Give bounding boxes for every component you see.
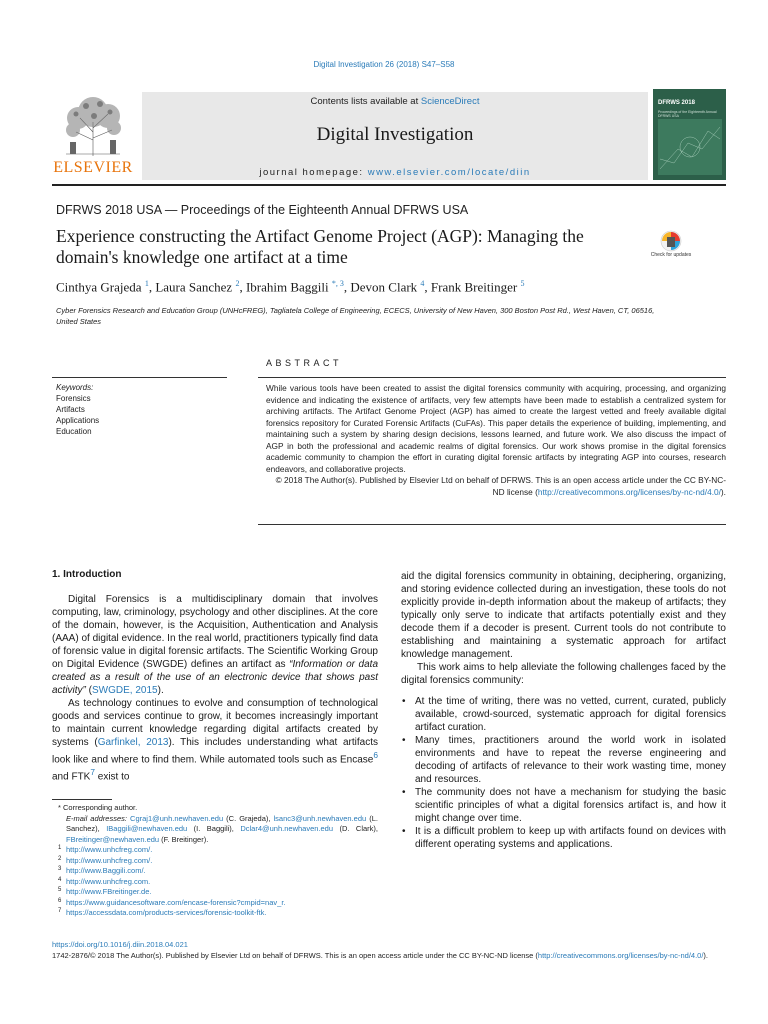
contents-prefix: Contents lists available at (310, 96, 421, 107)
footnote-number: 3 (58, 866, 62, 872)
keywords-block (56, 382, 226, 437)
footnote-item (52, 887, 378, 898)
author-name: Devon Clark (350, 279, 418, 295)
paragraph-text: Digital Forensics is a multidisciplinary domain that involves computing, law, criminology, psychology and other disciplines. At the core of the domain, however, is the Acquisition, Authentication and Analysis (AAA) of digital evidence. In the real world, practitioners typically find data of forensic value in digital forensic artifacts. The Scientific Working Group on Digital Evidence (SWGDE) defines an artifact as (52, 594, 378, 670)
footnote-number: 4 (58, 876, 62, 883)
keywords-rule (52, 377, 227, 378)
cover-artwork (658, 119, 722, 175)
journal-cover-image[interactable] (653, 89, 726, 180)
email-link[interactable]: IBaggili@newhaven.edu (106, 824, 188, 833)
citation-link[interactable]: SWGDE, 2015 (92, 685, 158, 696)
author-name: Frank Breitinger (430, 279, 518, 295)
email-addresses (52, 814, 378, 846)
keywords-title: Keywords: (56, 383, 94, 392)
footnote-number: 5 (58, 887, 62, 893)
abstract-text (266, 383, 726, 498)
author-name: Laura Sanchez (155, 279, 233, 295)
footnote-number: 6 (58, 897, 62, 904)
list-item: • Many times, practitioners around the world work in isolated environments and have to repeat the reverse engineering and decoding of artifacts of relevance to their work wasting time, money and resources. (415, 734, 726, 786)
paragraph-text: ). This includes understanding what artifacts look like and where to find them. While automated tools such as Encase (52, 737, 378, 766)
author-affiliation-ref[interactable]: 5 (520, 279, 525, 288)
homepage-link[interactable]: www.elsevier.com/locate/diin (367, 167, 531, 178)
footnote-link[interactable]: http://www.unhcfreg.com/. (66, 855, 153, 865)
author-affiliation-ref[interactable]: 4 (420, 279, 425, 288)
footnote-number: 1 (58, 845, 62, 851)
keyword-item: Forensics (56, 394, 91, 403)
body-column-right (401, 570, 726, 851)
corresponding-author-note: * Corresponding author. (58, 803, 138, 812)
author-affiliation-ref[interactable]: *, 3 (331, 279, 344, 288)
keyword-item: Applications (56, 416, 100, 425)
issn-license-line (52, 951, 726, 962)
footnote-item (52, 866, 378, 877)
page-bottom-info (52, 940, 726, 961)
footnote-ref[interactable]: 6 (373, 750, 378, 760)
license-link[interactable]: http://creativecommons.org/licenses/by-nc-nd/4.0/ (537, 486, 721, 497)
footnote-item (52, 856, 378, 867)
email-owner: (F. Breitinger). (159, 834, 209, 844)
body-paragraph (52, 697, 378, 784)
check-updates-label: Check for updates (650, 252, 692, 258)
footnote-ref[interactable]: 7 (90, 767, 95, 778)
cover-label: DFRWS 2018 (658, 100, 695, 106)
citation-link[interactable]: Garfinkel, 2013 (97, 737, 169, 748)
elsevier-logo[interactable] (52, 89, 134, 180)
proceedings-line: DFRWS 2018 USA — Proceedings of the Eighteenth Annual DFRWS USA (56, 203, 469, 217)
email-owner: (I. Baggili), (187, 824, 241, 833)
header-rule (52, 184, 726, 186)
sciencedirect-link[interactable]: ScienceDirect (420, 96, 480, 107)
footnote-item (52, 877, 378, 888)
section-heading: 1. Introduction (52, 569, 122, 580)
copyright-end: ). (720, 486, 726, 497)
abstract-copyright (266, 475, 726, 498)
footnote-item (52, 908, 378, 919)
challenges-list (401, 695, 726, 851)
footnotes (52, 803, 378, 919)
keyword-item: Education (56, 427, 92, 436)
paragraph-text: As technology continues to evolve and consumption of technological goods and services continue to grow, it becomes increasingly important to maintain current knowledge regarding digital artifacts created by systems ( (52, 698, 378, 748)
footnote-rule (52, 799, 112, 800)
author-list: Cinthya Grajeda $^1$, Laura Sanchez $^2$, Ibrahim Baggili $^{*, 3}$, Devon Clark $^4$, Frank Breitinger $^5$ (56, 279, 525, 295)
footnote-item (52, 845, 378, 856)
issn-end: ). (703, 950, 709, 960)
author-affiliation-ref[interactable]: 1 (144, 279, 149, 288)
email-owner: (D. Clark), (333, 824, 379, 833)
body-paragraph: aid the digital forensics community in obtaining, deciphering, organizing, and storing evidence collected during an investigation, these tools do not explicitly provide in-depth information about the makeup of artifacts; they typically only serve to indicate that artifacts potentially exist and they decode them if a decoder is present. Current tools do not contribute to establishing and maintaining a systematic approach for artifact knowledge management. (401, 571, 726, 660)
elsevier-tree-icon (58, 92, 128, 158)
author-name: Cinthya Grajeda (56, 279, 142, 295)
journal-info-box (142, 92, 648, 180)
keyword-item: Artifacts (56, 405, 85, 414)
doi-link[interactable]: https://doi.org/10.1016/j.diin.2018.04.021 (52, 940, 188, 949)
email-link[interactable]: Dclar4@unh.newhaven.edu (240, 824, 334, 833)
footnote-link[interactable]: http://www.unhcfreg.com/. (66, 845, 153, 854)
list-item: • The community does not have a mechanism for studying the basic scientific principles of what a digital forensics artifact is, and how it might change over time. (415, 786, 726, 825)
footnote-link[interactable]: http://www.FBreitinger.de. (66, 887, 152, 896)
cover-subtitle: Proceedings of the Eighteenth Annual DFRWS USA (658, 110, 717, 118)
journal-homepage (142, 167, 648, 178)
paragraph-text: exist to (95, 771, 130, 783)
issn-text: 1742-2876/© 2018 The Author(s). Published by Elsevier Ltd on behalf of DFRWS. This is an open access article under the CC BY-NC-ND license ( (52, 950, 538, 960)
list-item: • It is a difficult problem to keep up with artifacts found on devices with different operating systems and applications. (415, 825, 726, 851)
abstract-paragraph: While various tools have been created to assist the digital forensics community with acquiring, processing, and organizing evidence and indicating the existence of artifacts, very few attempts have been made to establish a centralized system for archiving artifacts. The Artifact Genome Project (AGP) has aimed to create the largest vetted and freely available digital forensics repository for Curated Forensic Artifacts (CuFAs). This paper details the experience of building, implementing, and maintaining such a system by sharing design decisions, lessons learned, and future work. We also discuss the impact of AGP in both the professional and academic realms of digital forensics. Our work shows promise in the digital forensics academic community to champion the effort in curating digital forensic artifacts by integrating AGP into courses, research endeavors, and collaborative projects. (266, 383, 726, 474)
body-paragraph: This work aims to help alleviate the following challenges faced by the digital forensics community: (401, 662, 726, 686)
journal-masthead (52, 89, 726, 180)
author-affiliation-ref[interactable]: 2 (235, 279, 240, 288)
email-owner: (L. Sanchez), (66, 813, 378, 833)
footnote-link[interactable]: http://www.unhcfreg.com. (66, 876, 151, 886)
abstract-rule (258, 377, 726, 378)
journal-title: Digital Investigation (316, 124, 474, 145)
footnote-link[interactable]: https://accessdata.com/products-services/forensic-toolkit-ftk. (66, 908, 267, 917)
paragraph-text: and FTK (52, 771, 91, 783)
footnote-number: 7 (58, 908, 62, 914)
email-owner: (C. Grajeda), (223, 813, 274, 823)
contents-line (142, 96, 648, 107)
author-name: Ibrahim Baggili (245, 279, 329, 295)
email-link[interactable]: Cgraj1@unh.newhaven.edu (130, 813, 224, 823)
artifact-definition-quote: “Information or data created as a result of the use of an electronic device that shows past activity” (52, 659, 379, 696)
email-link[interactable]: lsanc3@unh.newhaven.edu (273, 813, 367, 823)
abstract-bottom-rule (258, 524, 726, 525)
body-paragraph: Digital Forensics is a multidisciplinary domain that involves computing, law, criminology, psychology and other disciplines. At the core of the domain, however, is the Acquisition, Authentication and Analysis (AAA) of digital evidence. In the real world, practitioners typically find data of forensic value in digital forensic artifacts. The Scientific Working Group on Digital Evidence (SWGDE) defines an artifact as “Information or data created as a result of the use of an electronic device that shows past activity” (SWGDE, 2015). (52, 594, 379, 696)
copyright-text: © 2018 The Author(s). Published by Elsevier Ltd on behalf of DFRWS. This is an open access article under the CC BY-NC-ND license ( (275, 475, 726, 497)
elsevier-wordmark: ELSEVIER (53, 159, 133, 176)
email-label: E-mail addresses: (66, 813, 127, 823)
article-title: Experience constructing the Artifact Genome Project (AGP): Managing the domain's knowledge one artifact at a time (56, 226, 584, 267)
check-for-updates-badge[interactable] (650, 228, 692, 270)
footnote-link[interactable]: http://www.Baggili.com/. (66, 866, 146, 875)
homepage-prefix: journal homepage: (259, 167, 368, 178)
footnote-item (52, 898, 378, 909)
email-link[interactable]: FBreitinger@newhaven.edu (66, 834, 160, 844)
check-updates-icon (650, 228, 692, 254)
author-affiliation: Cyber Forensics Research and Education Group (UNHcFREG), Tagliatela College of Engineering, ECECS, University of New Haven, 300 Boston Post Rd., West Haven, CT, 06516, United States (56, 306, 655, 326)
journal-citation[interactable]: Digital Investigation 26 (2018) S47–S58 (313, 60, 455, 69)
footnote-number: 2 (58, 855, 62, 862)
list-item: • At the time of writing, there was no vetted, current, curated, publicly available, crowd-sourced, systematic approach for digital forensics artifact curation. (415, 695, 726, 734)
license-link[interactable]: http://creativecommons.org/licenses/by-nc-nd/4.0/ (537, 950, 704, 960)
body-column-left (52, 568, 378, 784)
footnote-link[interactable]: https://www.guidancesoftware.com/encase-forensic?cmpid=nav_r. (66, 897, 286, 907)
abstract-heading: ABSTRACT (266, 358, 343, 368)
